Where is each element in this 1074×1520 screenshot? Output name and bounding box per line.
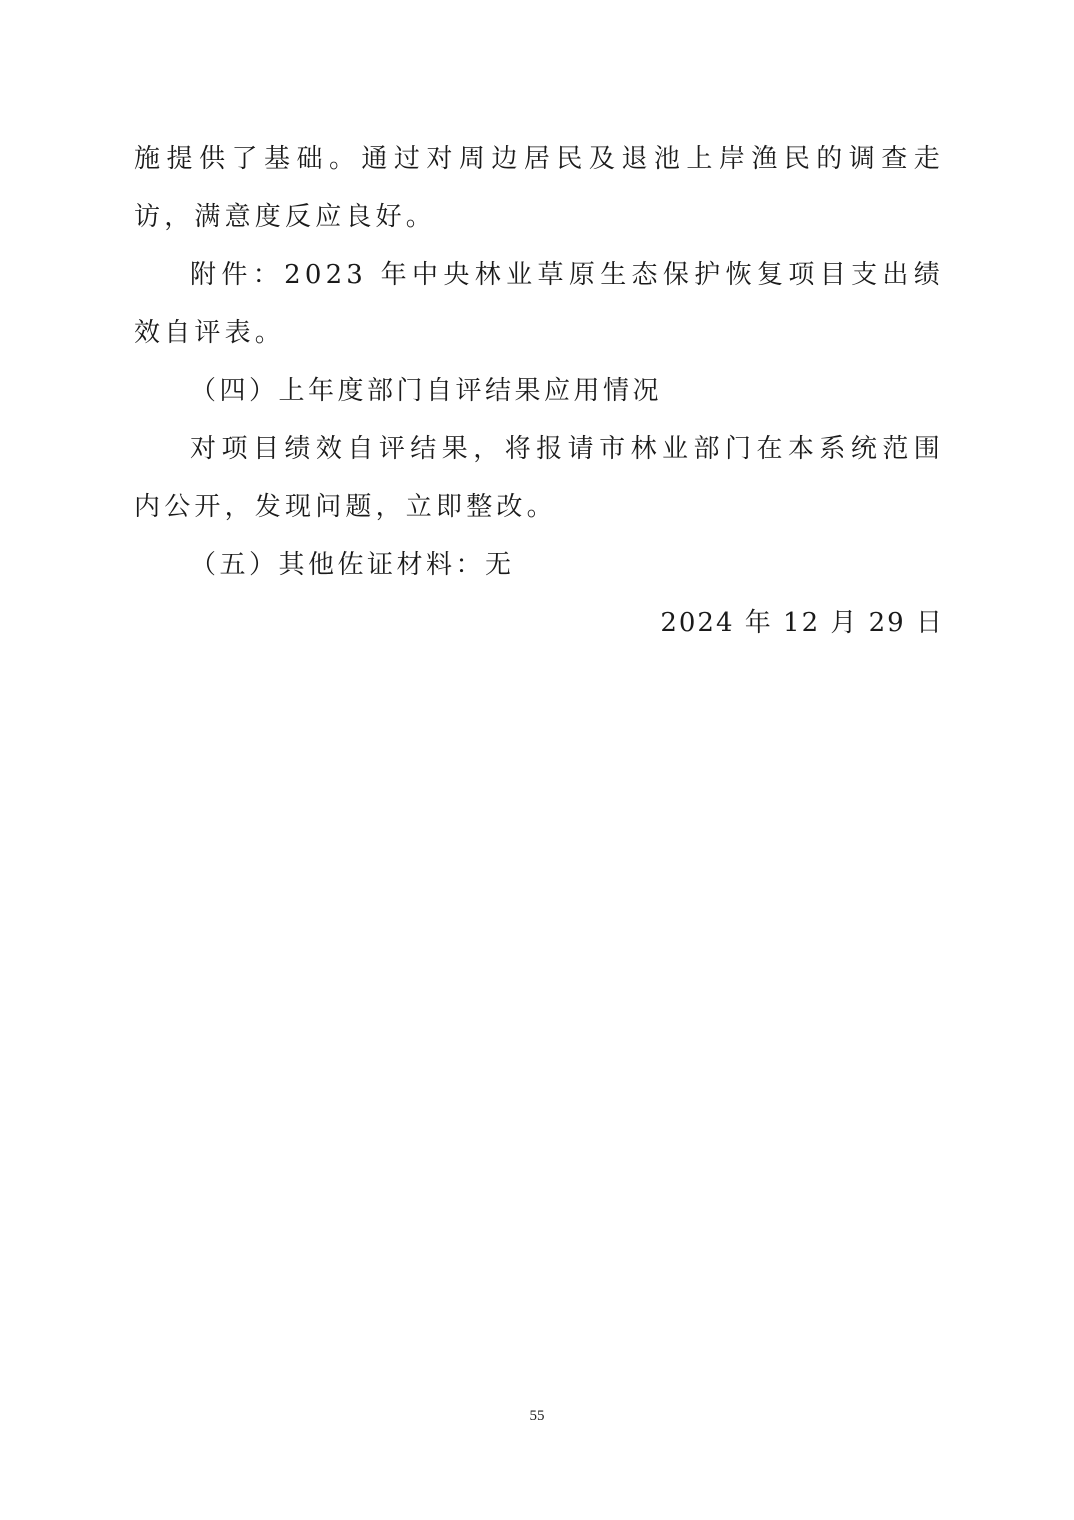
paragraph-attachment: 附件：2023 年中央林业草原生态保护恢复项目支出绩效自评表。 xyxy=(134,260,944,348)
section-heading-four: （四）上年度部门自评结果应用情况 xyxy=(190,376,663,406)
page-number: 55 xyxy=(529,1408,545,1424)
paragraph-result-application: 对项目绩效自评结果，将报请市林业部门在本系统范围内公开，发现问题，立即整改。 xyxy=(134,434,944,522)
section-heading-five: （五）其他佐证材料：无 xyxy=(190,550,515,580)
paragraph-continuation: 施提供了基础。通过对周边居民及退池上岸渔民的调查走访，满意度反应良好。 xyxy=(134,144,944,232)
document-date: 2024 年 12 月 29 日 xyxy=(660,608,944,638)
document-body xyxy=(134,130,944,652)
